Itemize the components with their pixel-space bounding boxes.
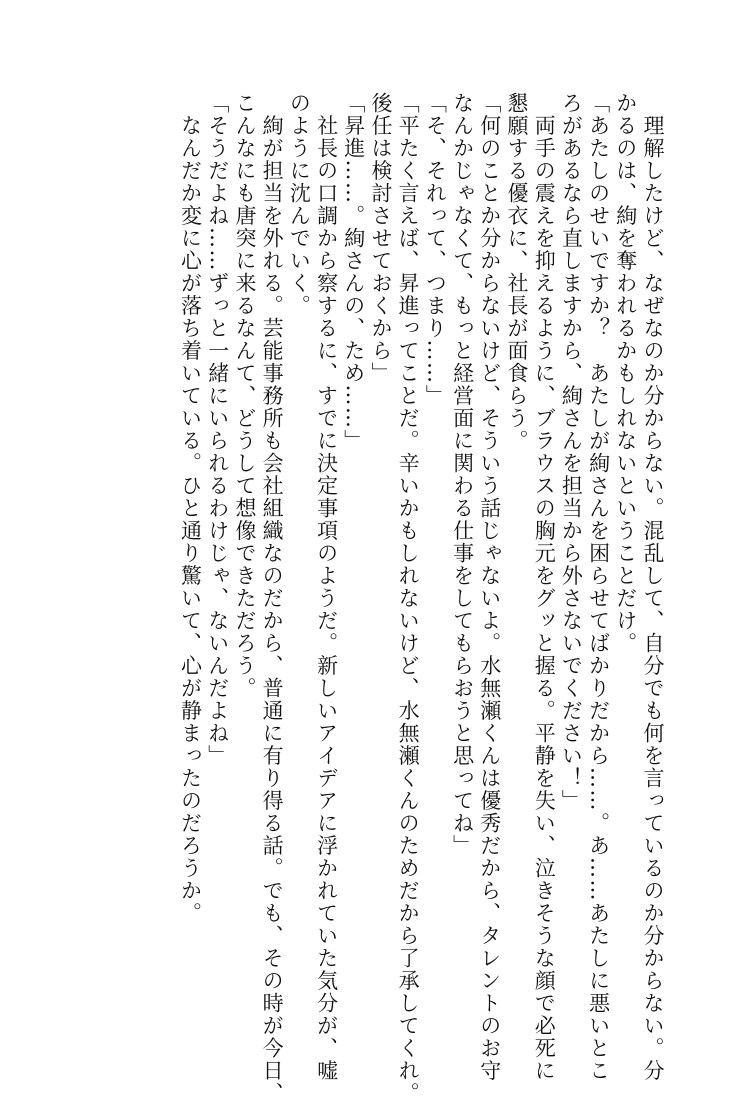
text-line: 両手の震えを抑えるように、ブラウスの胸元をグッと握る。平静を失い、泣きそうな顔で必死に bbox=[532, 92, 557, 1082]
text-line: 「平たく言えば、昇進ってことだ。辛いかもしれないけど、水無瀬くんのためだから了承してくれ。 bbox=[396, 92, 421, 1105]
text-line: 絢が担当を外れる。芸能事務所も会社組織なのだから、普通に有り得る話。でも、その時が今日、 bbox=[260, 92, 285, 1105]
text-line: 「あたしのせいですか？ あたしが絢さんを困らせてばかりだから……。あ……あたしに悪いとこ bbox=[586, 92, 611, 1082]
text-line: なんかじゃなくて、もっと経営面に関わる仕事をしてもらおうと思ってね」 bbox=[450, 92, 475, 857]
text-line: 後任は検討させておくから」 bbox=[368, 92, 393, 385]
text-line: 懇願する優衣に、社長が面食らう。 bbox=[504, 92, 529, 452]
text-line: 「そうだよね……ずっと一緒にいられるわけじゃ、ないんだよね」 bbox=[205, 92, 230, 767]
text-line: 「そ、それって、つまり……」 bbox=[423, 92, 448, 407]
text-line: 「昇進……。絢さんの、ため……」 bbox=[341, 92, 366, 452]
text-line: ろがあるなら直しますから、絢さんを担当から外さないでください！」 bbox=[559, 92, 584, 812]
text-line: かるのは、絢を奪われるかもしれないということだけ。 bbox=[613, 92, 638, 655]
vertical-text-body bbox=[176, 92, 666, 1105]
text-line: 社長の口調から察するに、すでに決定事項のようだ。新しいアイデアに浮かれていた気分が、嘘 bbox=[314, 92, 339, 1082]
text-line: 「何のことか分からないけど、そういう話じゃないよ。水無瀬くんは優秀だから、タレントのお守 bbox=[477, 92, 502, 1082]
text-line: のように沈んでいく。 bbox=[287, 92, 312, 317]
text-line: こんなにも唐突に来るなんて、どうして想像できただろう。 bbox=[232, 92, 257, 700]
text-line: なんだか変に心が落ち着いている。ひと通り驚いて、心が静まったのだろうか。 bbox=[178, 92, 203, 925]
text-line: 理解したけど、なぜなのか分からない。混乱して、自分でも何を言っているのか分からない。分 bbox=[641, 92, 665, 1082]
